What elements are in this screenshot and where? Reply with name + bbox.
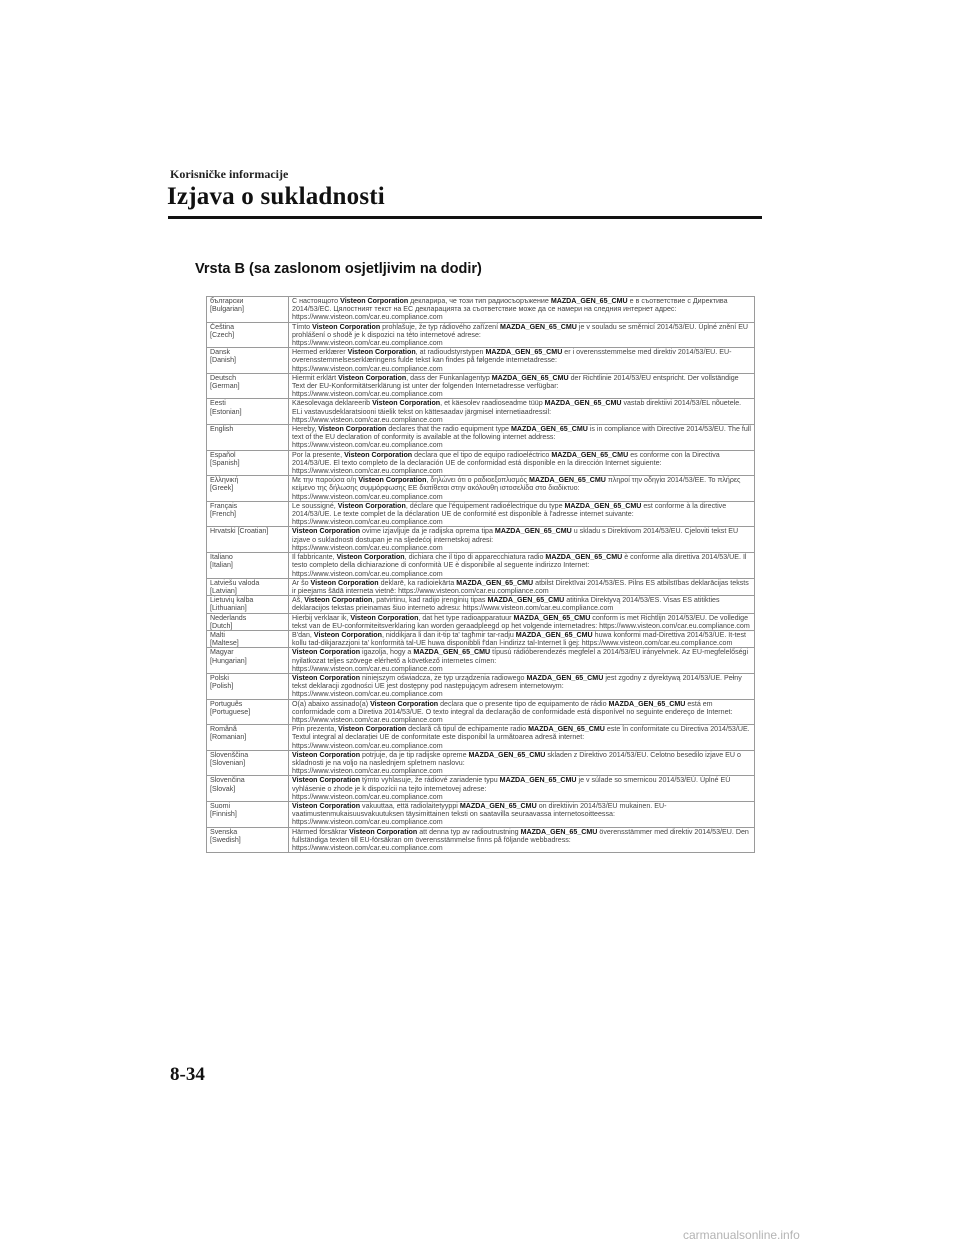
language-cell: Suomi [Finnish] [207, 801, 289, 827]
declaration-text-cell [289, 425, 755, 451]
model-name: MAZDA_GEN_65_CMU [491, 373, 569, 382]
text-segment: B'dan, [292, 630, 314, 639]
table-row [207, 750, 755, 776]
text-segment: , patvirtinu, kad radijo įrenginių tipas [372, 596, 488, 605]
text-segment: е в съответствие с Директива 2014/53/ЕС. Цялостният текст на ЕС декларацията за съответствие може да се намери на следния интернет адрес: https://www.visteon.com/car.eu.compliance.com [292, 297, 728, 322]
declaration-text-cell [289, 501, 755, 527]
table-row [207, 322, 755, 348]
subheading: Vrsta B (sa zaslonom osjetljivim na dodir) [195, 261, 482, 277]
language-cell: Hrvatski [Croatian] [207, 527, 289, 553]
company-name: Visteon Corporation [338, 373, 407, 382]
table-row [207, 630, 755, 647]
section-label: Korisničke informacije [170, 167, 289, 181]
model-name: MAZDA_GEN_65_CMU [550, 297, 628, 305]
text-segment: Por la presente, [292, 450, 345, 459]
table-row [207, 425, 755, 451]
company-name: Visteon Corporation [292, 673, 361, 682]
text-segment: je v súlade so smernicou 2014/53/EÚ. Úplné EÚ vyhlásenie o zhode je k dispozícii na tejto internetovej adrese: https://www.visteon.com/car.eu.compliance.com [292, 776, 731, 801]
text-segment: att denna typ av radioutrustning [417, 827, 521, 836]
model-name: MAZDA_GEN_65_CMU [545, 553, 623, 562]
company-name: Visteon Corporation [349, 827, 418, 836]
declaration-text-cell [289, 527, 755, 553]
company-name: Visteon Corporation [310, 578, 379, 587]
table-row [207, 297, 755, 323]
table-row [207, 776, 755, 802]
declaration-text-cell [289, 776, 755, 802]
declaration-text-cell [289, 630, 755, 647]
company-name: Visteon Corporation [340, 297, 409, 305]
text-segment: Hermed erklærer [292, 348, 348, 357]
text-segment: prohlašuje, že typ rádiového zařízení [380, 322, 501, 331]
model-name: MAZDA_GEN_65_CMU [499, 776, 577, 785]
text-segment: deklarē, ka radioiekārta [378, 578, 457, 587]
text-segment: vakuuttaa, että radiolaitetyyppi [360, 801, 460, 810]
text-segment: potrjuje, da je tip radijske opreme [360, 750, 469, 759]
declaration-text-cell [289, 450, 755, 476]
model-name: MAZDA_GEN_65_CMU [487, 596, 565, 605]
language-cell: Svenska [Swedish] [207, 827, 289, 853]
language-cell: Dansk [Danish] [207, 348, 289, 374]
language-cell: Polski [Polish] [207, 673, 289, 699]
text-segment: Hiermit erklärt [292, 373, 339, 382]
language-cell: English [207, 425, 289, 451]
text-segment: on direktiivin 2014/53/EU mukainen. EU-vaatimustenmukaisuusvakuutuksen täysimittainen teksti on saatavilla seuraavassa internetosoitteessa: https://www.visteon.com/car.eu.compliance.com [292, 801, 667, 827]
text-segment: niniejszym oświadcza, że typ urządzenia radiowego [360, 673, 527, 682]
model-name: MAZDA_GEN_65_CMU [510, 425, 588, 434]
table-row [207, 673, 755, 699]
language-cell: български [Bulgarian] [207, 297, 289, 323]
language-cell: Latviešu valoda [Latvian] [207, 578, 289, 595]
language-cell: Nederlands [Dutch] [207, 613, 289, 630]
declaration-text-cell [289, 699, 755, 725]
text-segment: , déclare que l'équipement radioélectrique du type [405, 501, 565, 510]
model-name: MAZDA_GEN_65_CMU [608, 699, 686, 708]
company-name: Visteon Corporation [347, 348, 416, 357]
company-name: Visteon Corporation [337, 501, 406, 510]
table-row [207, 399, 755, 425]
text-segment: Hierbij verklaar ik, [292, 613, 351, 622]
text-segment: igazolja, hogy a [360, 648, 414, 657]
table-row [207, 827, 755, 853]
language-cell: Magyar [Hungarian] [207, 648, 289, 674]
text-segment: Ar šo [292, 578, 311, 587]
text-segment: , dass der Funkanlagentyp [406, 373, 492, 382]
model-name: MAZDA_GEN_65_CMU [564, 501, 642, 510]
language-cell: Lietuvių kalba [Lithuanian] [207, 596, 289, 613]
model-name: MAZDA_GEN_65_CMU [494, 527, 572, 536]
text-segment: jest zgodny z dyrektywą 2014/53/UE. Pełny tekst deklaracji zgodności UE jest dostępny pod następującym adresem internetowym: https://www.visteon.com/car.eu.compliance.com [292, 673, 742, 699]
table-row [207, 450, 755, 476]
model-name: MAZDA_GEN_65_CMU [529, 476, 606, 485]
text-segment: Aš, [292, 596, 305, 605]
table-row [207, 553, 755, 579]
text-segment: je v souladu se směrnicí 2014/53/EU. Úplné znění EU prohlášení o shodě je k dispozici na této internetové adrese: https://www.visteon.com/car.eu.compliance.com [292, 322, 749, 348]
text-segment: declara que o presente tipo de equipamento de rádio [438, 699, 609, 708]
text-segment: Käesolevaga deklareerib [292, 399, 373, 408]
text-segment: declara que el tipo de equipo radioeléctrico [412, 450, 552, 459]
company-name: Visteon Corporation [292, 801, 361, 810]
company-name: Visteon Corporation [372, 399, 441, 408]
company-name: Visteon Corporation [344, 450, 413, 459]
declaration-text-cell [289, 348, 755, 374]
model-name: MAZDA_GEN_65_CMU [551, 450, 629, 459]
declaration-text-cell [289, 553, 755, 579]
text-segment: , dichiara che il tipo di apparecchiatura radio [404, 553, 546, 562]
declaration-text-cell [289, 648, 755, 674]
text-segment: der Richtlinie 2014/53/EU entspricht. Der vollständige Text der EU-Konformitätserklärung ist unter der folgenden Internetadresse verfügbar: https://www.visteon.com/car.eu.compliance.com [292, 373, 739, 399]
model-name: MAZDA_GEN_65_CMU [456, 578, 534, 587]
language-cell: Čeština [Czech] [207, 322, 289, 348]
table-row [207, 648, 755, 674]
declaration-text-cell [289, 596, 755, 613]
model-name: MAZDA_GEN_65_CMU [544, 399, 622, 408]
text-segment: declares that the radio equipment type [386, 425, 511, 434]
text-segment: está em conformidade com a Diretiva 2014/53/UE. O texto integral da declaração de conformidade está disponível no seguinte endereço de Internet: https://www.visteon.com/car.eu.compliance.com [292, 699, 733, 724]
declaration-text-cell [289, 578, 755, 595]
text-segment: декларира, че този тип радиосъоръжение [408, 297, 551, 305]
declaration-text-cell [289, 613, 755, 630]
text-segment: Prin prezenta, [292, 725, 339, 734]
company-name: Visteon Corporation [304, 596, 373, 605]
table-row [207, 578, 755, 595]
text-segment: atitinka Direktyvą 2014/53/ES. Visas ES atitikties deklaracijos tekstas prieinamas šiuo interneto adresu: https://www.visteon.com/car.eu.compliance.com [292, 596, 720, 613]
table-row [207, 348, 755, 374]
declaration-text-cell [289, 725, 755, 751]
text-segment: Härmed försäkrar [292, 827, 350, 836]
text-segment: O(a) abaixo assinado(a) [292, 699, 371, 708]
language-cell: Italiano [Italian] [207, 553, 289, 579]
table-row [207, 596, 755, 613]
text-segment: ovime izjavljuje da je radijska oprema tipa [360, 527, 495, 536]
language-cell: Ελληνική [Greek] [207, 476, 289, 502]
language-cell: Eesti [Estonian] [207, 399, 289, 425]
declaration-text-cell [289, 476, 755, 502]
company-name: Visteon Corporation [370, 699, 439, 708]
company-name: Visteon Corporation [292, 527, 361, 536]
text-segment: este în conformitate cu Directiva 2014/53/UE. Textul integral al declarației UE de conformitate este disponibil la următoarea adresă internet: https://www.visteon.com/car.eu.compliance.com [292, 725, 750, 750]
table-row [207, 613, 755, 630]
table-row [207, 801, 755, 827]
model-name: MAZDA_GEN_65_CMU [528, 725, 605, 734]
table-row [207, 476, 755, 502]
model-name: MAZDA_GEN_65_CMU [520, 827, 598, 836]
text-segment: est conforme à la directive 2014/53/UE. Le texte complet de la déclaration UE de conformité est disponible à l'adresse internet suivante: https://www.visteon.com/car.eu.compliance.com [292, 501, 727, 527]
text-segment: Hereby, [292, 425, 319, 434]
text-segment: conform is met Richtlijn 2014/53/EU. De volledige tekst van de EU-conformiteitsverklaring kan worden geraadpleegd op het volgende internetadres: https://www.visteon.com/car.eu.compliance.com [292, 613, 750, 630]
company-name: Visteon Corporation [292, 750, 361, 759]
declaration-table-body [207, 297, 755, 853]
language-cell: Deutsch [German] [207, 373, 289, 399]
page-title: Izjava o sukladnosti [167, 183, 385, 210]
declaration-text-cell [289, 801, 755, 827]
text-segment: atbilst Direktīvai 2014/53/ES. Pilns ES atbilstības deklarācijas teksts ir pieejams šādā interneta vietnē: https://www.visteon.com/car.eu.compliance.com [292, 578, 749, 595]
language-cell: Slovenčina [Slovak] [207, 776, 289, 802]
text-segment: Tímto [292, 322, 313, 331]
declaration-text-cell [289, 322, 755, 348]
text-segment: С настоящото [292, 297, 341, 305]
text-segment: πληροί την οδηγία 2014/53/ΕΕ. Το πλήρες κείμενο της δήλωσης συμμόρφωσης ΕΕ διατίθεται στην ακόλουθη ιστοσελίδα στο διαδίκτυο: https://www.visteon.com/car.eu.compliance.com [292, 476, 741, 501]
text-segment: is in compliance with Directive 2014/53/EU. The full text of the EU declaration of conformity is available at the following internet address: https://www.visteon.com/car.eu.compliance.com [292, 425, 751, 450]
text-segment: vastab direktiivi 2014/53/EL nõuetele. ELi vastavusdeklaratsiooni täielik tekst on kättesaadav järgmisel internetiaadressil: https://www.visteon.com/car.eu.compliance.com [292, 399, 742, 424]
declaration-text-cell [289, 827, 755, 853]
model-name: MAZDA_GEN_65_CMU [500, 322, 577, 331]
text-segment: , dat het type radioapparatuur [418, 613, 514, 622]
company-name: Visteon Corporation [336, 553, 405, 562]
text-segment: , et käesolev raadioseadme tüüp [440, 399, 545, 408]
company-name: Visteon Corporation [358, 476, 427, 485]
text-segment: , at radioudstyrstypen [415, 348, 486, 357]
model-name: MAZDA_GEN_65_CMU [526, 673, 604, 682]
declaration-text-cell [289, 750, 755, 776]
text-segment: declară că tipul de echipamente radio [406, 725, 529, 734]
table-row [207, 527, 755, 553]
text-segment: Il fabbricante, [292, 553, 337, 562]
title-rule [168, 216, 762, 219]
language-cell: Español [Spanish] [207, 450, 289, 476]
table-row [207, 373, 755, 399]
text-segment: Le soussigné, [292, 501, 338, 510]
company-name: Visteon Corporation [318, 425, 387, 434]
text-segment: Με την παρούσα ο/η [292, 476, 359, 485]
language-cell: Malti [Maltese] [207, 630, 289, 647]
text-segment: è conforme alla direttiva 2014/53/UE. Il testo completo della dichiarazione di conformità UE è disponibile al seguente indirizzo Internet: https://www.visteon.com/car.eu.compliance.com [292, 553, 747, 578]
declaration-text-cell [289, 673, 755, 699]
text-segment: skladen z Direktivo 2014/53/EU. Celotno besedilo izjave EU o skladnosti je na voljo na naslednjem spletnem naslovu: https://www.visteon.com/car.eu.compliance.com [292, 750, 741, 776]
model-name: MAZDA_GEN_65_CMU [513, 613, 591, 622]
model-name: MAZDA_GEN_65_CMU [485, 348, 563, 357]
watermark: carmanualsonline.info [683, 1228, 800, 1242]
text-segment: es conforme con la Directiva 2014/53/UE. El texto completo de la declaración UE de conformidad está disponible en la dirección Internet siguiente: https://www.visteon.com/car.eu.compliance.com [292, 450, 720, 476]
company-name: Visteon Corporation [338, 725, 407, 734]
text-segment: huwa konformi mad-Direttiva 2014/53/UE. It-test kollu tad-dikjarazzjoni ta' konformità tal-UE huwa disponibbli f'dan l-indirizz tal-Internet li ġej: https://www.visteon.com/car.eu.compliance.com [292, 630, 747, 648]
model-name: MAZDA_GEN_65_CMU [515, 630, 593, 639]
declaration-text-cell [289, 297, 755, 323]
model-name: MAZDA_GEN_65_CMU [468, 750, 546, 759]
table-row [207, 501, 755, 527]
table-row [207, 725, 755, 751]
text-segment: u skladu s Direktivom 2014/53/EU. Cjeloviti tekst EU izjave o sukladnosti dostupan je na sljedećoj internetskoj adresi: https://www.visteon.com/car.eu.compliance.com [292, 527, 739, 552]
language-cell: Português [Portuguese] [207, 699, 289, 725]
language-cell: Română [Romanian] [207, 725, 289, 751]
text-segment: típusú rádióberendezés megfelel a 2014/53/EU irányelvnek. Az EU-megfelelőségi nyilatkozat teljes szövege elérhető a következő internetes címen: https://www.visteon.com/car.eu.compliance.com [292, 648, 749, 673]
company-name: Visteon Corporation [292, 776, 361, 785]
company-name: Visteon Corporation [350, 613, 419, 622]
table-row [207, 699, 755, 725]
company-name: Visteon Corporation [292, 648, 361, 657]
text-segment: er i overensstemmelse med direktiv 2014/53/EU. EU-overensstemmelseserklæringens fulde tekst kan findes på følgende internetadresse: https://www.visteon.com/car.eu.compliance.com [292, 348, 732, 373]
text-segment: týmto vyhlasuje, že rádiové zariadenie typu [360, 776, 500, 785]
text-segment: överensstämmer med direktiv 2014/53/EU. Den fullständiga texten till EU-försäkran om överensstämmelse finns på följande webbadress: https://www.visteon.com/car.eu.compliance.com [292, 827, 749, 852]
model-name: MAZDA_GEN_65_CMU [459, 801, 537, 810]
page-number: 8-34 [170, 1064, 205, 1085]
language-cell: Slovenščina [Slovenian] [207, 750, 289, 776]
text-segment: , niddikjara li dan it-tip ta' tagħmir tar-radju [381, 630, 516, 639]
company-name: Visteon Corporation [312, 322, 381, 331]
language-cell: Français [French] [207, 501, 289, 527]
text-segment: , δηλώνει ότι ο ραδιοεξοπλισμός [426, 476, 530, 485]
declaration-table [206, 296, 755, 853]
declaration-text-cell [289, 399, 755, 425]
company-name: Visteon Corporation [313, 630, 382, 639]
model-name: MAZDA_GEN_65_CMU [413, 648, 491, 657]
declaration-text-cell [289, 373, 755, 399]
